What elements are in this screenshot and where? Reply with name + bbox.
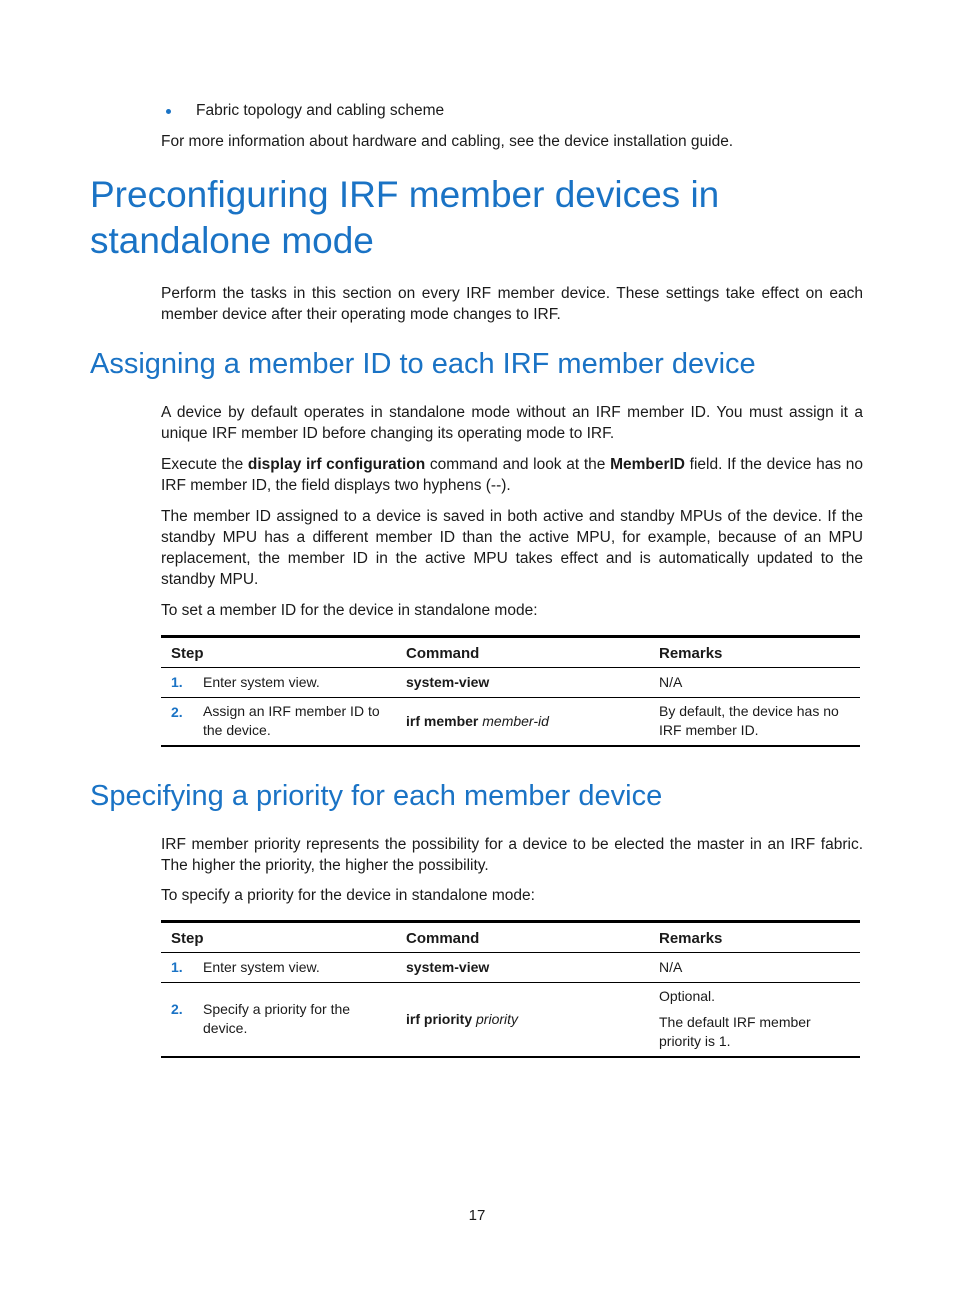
remarks-cell: N/A — [659, 668, 860, 698]
command-reference: display irf configuration — [247, 456, 426, 473]
page-heading: Preconfiguring IRF member devices in standalone mode — [90, 174, 720, 261]
table-row — [161, 953, 860, 983]
header-remarks: Remarks — [659, 922, 860, 953]
step-description: Enter system view. — [203, 953, 406, 983]
step-number: 1. — [161, 668, 203, 698]
table-row — [161, 668, 860, 698]
header-step: Step — [161, 922, 406, 953]
command-cell — [406, 953, 659, 983]
page-number: 17 — [468, 1207, 486, 1224]
command-argument: member-id — [482, 712, 549, 729]
header-command: Command — [406, 637, 659, 668]
command-keyword: irf priority — [406, 1010, 473, 1027]
section1-paragraph-1: A device by default operates in standalone mode without an IRF member ID. You must assign it a unique IRF member ID before changing its operating mode to IRF. — [161, 404, 863, 442]
section-heading-member-id: Assigning a member ID to each IRF member device — [90, 348, 756, 380]
command-keyword: system-view — [406, 959, 490, 975]
remarks-line-1: Optional. — [659, 988, 716, 1005]
step-number: 1. — [161, 953, 203, 983]
remarks-cell — [659, 983, 860, 1057]
command-keyword: irf member — [406, 712, 479, 729]
remarks-cell: By default, the device has no IRF member ID. — [659, 703, 839, 739]
member-id-table — [161, 635, 860, 747]
table-row — [161, 983, 860, 1057]
section1-paragraph-4: To set a member ID for the device in standalone mode: — [161, 602, 538, 619]
step-description: Assign an IRF member ID to the device. — [203, 703, 380, 739]
section2-paragraph-1: IRF member priority represents the possibility for a device to be elected the master in an IRF fabric. The higher the priority, the higher the possibility. — [161, 836, 863, 874]
para2-post: field. If the device has no IRF member ID, the field displays two hyphens (--). — [161, 456, 863, 494]
bullet-icon — [166, 109, 171, 114]
section-heading-priority: Specifying a priority for each member device — [90, 780, 663, 812]
intro-paragraph: For more information about hardware and cabling, see the device installation guide. — [161, 133, 734, 150]
section1-paragraph-3: The member ID assigned to a device is saved in both active and standby MPUs of the device. If the standby MPU has a different member ID than the active MPU, for example, because of an MPU replacement, the member ID in the active MPU takes effect and is automatically updated to the standby MPU. — [161, 508, 863, 588]
command-cell — [406, 983, 659, 1057]
header-remarks: Remarks — [659, 637, 860, 668]
command-cell — [406, 698, 659, 746]
remarks-line-2: The default IRF member priority is 1. — [659, 1014, 811, 1050]
field-reference: MemberID — [610, 456, 685, 473]
para2-mid: command and look at the — [425, 456, 611, 473]
table-row — [161, 698, 860, 746]
command-keyword: system-view — [406, 674, 490, 690]
section2-paragraph-2: To specify a priority for the device in standalone mode: — [161, 887, 535, 904]
step-description: Specify a priority for the device. — [203, 1001, 351, 1037]
priority-table — [161, 920, 860, 1058]
step-number: 2. — [171, 1001, 183, 1017]
command-argument: priority — [476, 1010, 519, 1027]
section1-paragraph-2 — [161, 454, 863, 496]
command-cell — [406, 668, 659, 698]
step-description: Enter system view. — [203, 668, 406, 698]
header-step: Step — [161, 637, 406, 668]
step-number: 2. — [171, 704, 183, 720]
bullet-text: Fabric topology and cabling scheme — [196, 102, 445, 119]
remarks-cell: N/A — [659, 953, 860, 983]
para2-pre: Execute the — [161, 456, 248, 473]
header-command: Command — [406, 922, 659, 953]
heading-paragraph: Perform the tasks in this section on every IRF member device. These settings take effect on each member device after their operating mode changes to IRF. — [161, 285, 863, 323]
